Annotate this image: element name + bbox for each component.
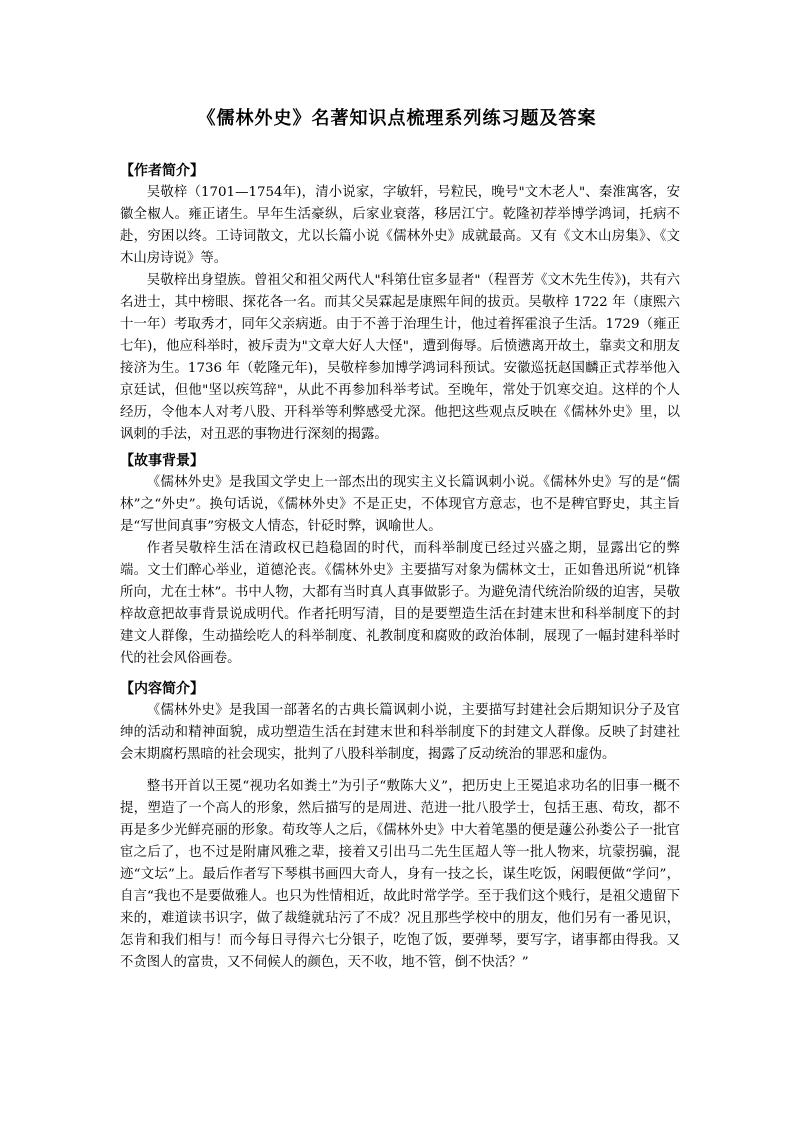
paragraph: 《儒林外史》是我国一部著名的古典长篇讽刺小说，主要描写封建社会后期知识分子及官绅的活动和精神面貌，成功塑造生活在封建末世和科举制度下的封建文人群像。反映了封建社会末期腐朽黑暗的社会现实，批判了八股科举制度，揭露了反动统治的罪恶和虚伪。 xyxy=(120,703,680,762)
section-background xyxy=(120,450,680,670)
paragraph: 吴敬梓（1701—1754年)，清小说家，字敏轩，号粒民，晚号"文木老人"、秦淮寓客，安徽全椒人。雍正诸生。早年生活豪纵，后家业衰落，移居江宁。乾隆初荐举博学鸿词，托病不赴，穷困以终。工诗词散文，尤以长篇小说《儒林外史》成就最高。又有《文木山房集》、《文木山房诗说》等。 xyxy=(120,185,680,266)
section-heading: 【故事背景】 xyxy=(120,453,204,469)
section-content xyxy=(120,678,680,974)
section-author xyxy=(120,160,680,446)
paragraph: 吴敬梓出身望族。曾祖父和祖父两代人"科第仕宦多显者"（程晋芳《文木先生传》)，共有六名进士，其中榜眼、探花各一名。而其父吴霖起是康熙年间的拔贡。吴敬梓 1722 年（康熙六十一年）考取秀才，同年父亲病逝。由于不善于治理生计，他过着挥霍浪子生活。1729（雍正七年)，他应科举时，被斥责为"文章大好人大怪"，遭到侮辱。后愤懑离开故土，靠卖文和朋友接济为生。1736 年（乾隆元年)，吴敬梓参加博学鸿词科预试。安徽巡抚赵国麟正式荐举他入京廷试，但他"坚以疾笃辞"，从此不再参加科举考试。至晚年，常处于饥寒交迫。这样的个人经历，令他本人对考八股、开科举等利弊感受尤深。他把这些观点反映在《儒林外史》里，以讽刺的手法，对丑恶的事物进行深刻的揭露。 xyxy=(120,273,680,442)
paragraph: 《儒林外史》是我国文学史上一部杰出的现实主义长篇讽刺小说。《儒林外史》写的是“儒林”之“外史”。换句话说，《儒林外史》不是正史，不体现官方意志，也不是稗官野史，其主旨是“写世间真事”穷极文人情态，针砭时弊，讽喻世人。 xyxy=(120,475,680,534)
document-title: 《儒林外史》名著知识点梳理系列练习题及答案 xyxy=(197,108,597,129)
paragraph: 整书开首以王冕“视功名如粪土”为引子“敷陈大义”，把历史上王冕追求功名的旧事一概不提，塑造了一个高人的形象，然后描写的是周进、范进一批八股学士，包括王惠、荀玫，都不再是多少光鲜亮丽的形象。荀玫等人之后，《儒林外史》中大着笔墨的便是蘧公孙娄公子一批官宦之后了，也不过是附庸风雅之辈，接着又引出马二先生匡超人等一批人物来，坑蒙拐骗，混迹“文坛”上。最后作者写下琴棋书画四大奇人，身有一技之长，谋生吃饭，闲暇便做“学问”，自言“我也不是要做雅人。也只为性情相近，故此时常学学。至于我们这个贱行，是祖父遗留下来的，难道读书识字，做了裁缝就玷污了不成？况且那些学校中的朋友，他们另有一番见识，怎肯和我们相与！而今每日寻得六七分银子，吃饱了饭，要弹琴，要写字，诸事都由得我。又不贪图人的富贵，又不伺候人的颜色，天不收，地不管，倒不快活？” xyxy=(120,779,680,970)
paragraph: 作者吴敬梓生活在清政权已趋稳固的时代，而科举制度已经过兴盛之期，显露出它的弊端。文士们醉心举业，道德沦丧。《儒林外史》主要描写对象为儒林文士，正如鲁迅所说“机锋所向，尤在士林”。书中人物，大都有当时真人真事做影子。为避免清代统治阶级的迫害，吴敬梓故意把故事背景说成明代。作者托明写清，目的是要塑造生活在封建末世和科举制度下的封建文人群像，生动描绘吃人的科举制度、礼教制度和腐败的政治体制，展现了一幅封建科举时代的社会风俗画卷。 xyxy=(120,541,680,666)
section-heading: 【作者简介】 xyxy=(120,163,204,179)
section-heading: 【内容简介】 xyxy=(120,681,204,697)
paragraph-gap xyxy=(120,766,680,776)
